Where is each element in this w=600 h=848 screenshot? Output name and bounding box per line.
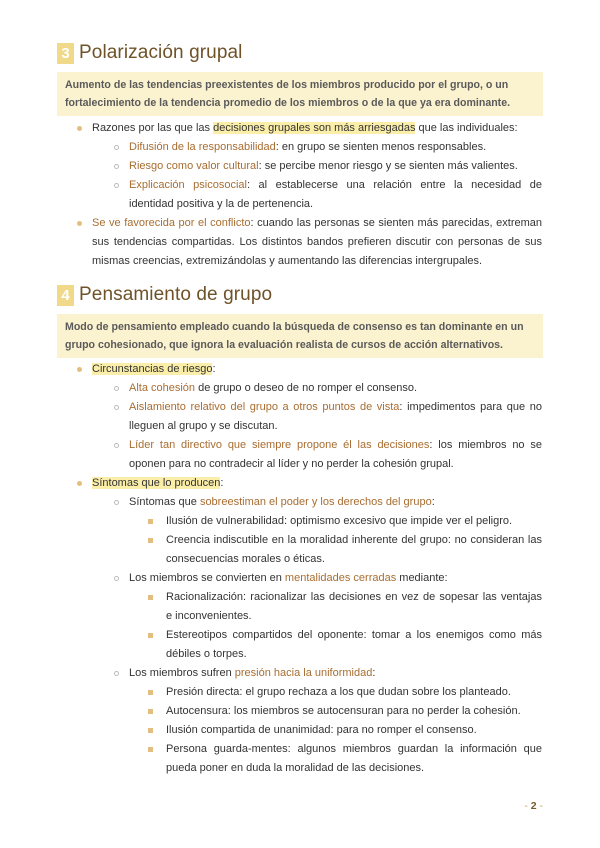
list-item: Ilusión de vulnerabilidad: optimismo excesivo que impide ver el peligro. (166, 515, 513, 527)
section-title: Pensamiento de grupo (79, 284, 273, 305)
list-item-continuation: pueda poner en duda la moralidad de las decisiones. (166, 762, 425, 774)
list-item: Síntomas que sobreestiman el poder y los derechos del grupo: (129, 496, 435, 508)
list-item: Racionalización: racionalizar las decisiones en vez de sopesar las ventajas (166, 591, 542, 603)
list-item-continuation: identidad positiva y la de pertenencia. (129, 198, 314, 210)
circle-bullet-icon (114, 164, 119, 169)
list-item: Estereotipos compartidos del oponente: tomar a los enemigos como más (166, 629, 542, 641)
definition-box: Modo de pensamiento empleado cuando la búsqueda de consenso es tan dominante en un grupo cohesionado, que ignora la evaluación realista de cursos de acción alternativos. (57, 314, 543, 358)
list-item: Riesgo como valor cultural: se percibe menor riesgo y se sienten más valientes. (129, 160, 518, 172)
list-item: Presión directa: el grupo rechaza a los que dudan sobre los planteado. (166, 686, 511, 698)
list-item: Líder tan directivo que siempre propone él las decisiones: los miembros no se (129, 439, 543, 451)
bullet-icon (77, 367, 82, 372)
list-item-continuation: sus tendencias compartidas. Los distintos bandos prefieren discutir con personas de sus (92, 236, 542, 248)
definition-box: Aumento de las tendencias preexistentes de los miembros producido por el grupo, o un fortalecimiento de la tendencia promedio de los miembros o de la que ya era dominante. (57, 72, 543, 116)
square-bullet-icon (148, 595, 153, 600)
list-item: Aislamiento relativo del grupo a otros puntos de vista: impedimentos para que no (129, 401, 542, 413)
circle-bullet-icon (114, 671, 119, 676)
square-bullet-icon (148, 728, 153, 733)
square-bullet-icon (148, 519, 153, 524)
list-item: Razones por las que las decisiones grupales son más arriesgadas que las individuales: (92, 122, 518, 134)
circle-bullet-icon (114, 405, 119, 410)
list-item: Persona guarda-mentes: algunos miembros guardan la información que (166, 743, 542, 755)
circle-bullet-icon (114, 386, 119, 391)
list-item-continuation: mismas creencias, extremizándolas y aumentando las diferencias intergrupales. (92, 255, 483, 267)
list-item: Ilusión compartida de unanimidad: para no romper el consenso. (166, 724, 477, 736)
list-item: Se ve favorecida por el conflicto: cuando las personas se sienten más parecidas, extreman (92, 217, 542, 229)
bullet-icon (77, 481, 82, 486)
square-bullet-icon (148, 690, 153, 695)
circle-bullet-icon (114, 500, 119, 505)
list-item-continuation: débiles o torpes. (166, 648, 247, 660)
section-number: 4 (57, 285, 74, 306)
list-item-continuation: oponen para no contradecir al líder y no perder la cohesión grupal. (129, 458, 454, 470)
list-item: Autocensura: los miembros se autocensuran para no perder la cohesión. (166, 705, 521, 717)
section-3-heading (57, 42, 243, 64)
square-bullet-icon (148, 538, 153, 543)
list-item: Difusión de la responsabilidad: en grupo se sienten menos responsables. (129, 141, 487, 153)
list-item-continuation: lleguen al grupo y se discutan. (129, 420, 278, 432)
section-number: 3 (57, 43, 74, 64)
square-bullet-icon (148, 747, 153, 752)
list-item: Circunstancias de riesgo: (92, 363, 216, 375)
square-bullet-icon (148, 709, 153, 714)
circle-bullet-icon (114, 145, 119, 150)
list-item: Alta cohesión de grupo o deseo de no romper el consenso. (129, 382, 418, 394)
list-item: Los miembros sufren presión hacia la uniformidad: (129, 667, 376, 679)
bullet-icon (77, 126, 82, 131)
list-item: Los miembros se convierten en mentalidades cerradas mediante: (129, 572, 448, 584)
section-title: Polarización grupal (79, 42, 243, 63)
square-bullet-icon (148, 633, 153, 638)
list-item: Síntomas que lo producen: (92, 477, 224, 489)
list-item-continuation: consecuencias morales o éticas. (166, 553, 325, 565)
circle-bullet-icon (114, 576, 119, 581)
bullet-icon (77, 221, 82, 226)
list-item: Creencia indiscutible en la moralidad inherente del grupo: no consideran las (166, 534, 542, 546)
circle-bullet-icon (114, 183, 119, 188)
circle-bullet-icon (114, 443, 119, 448)
page-number: - 2 - (524, 800, 543, 812)
list-item: Explicación psicosocial: al establecerse una relación entre la necesidad de (129, 179, 542, 191)
section-4-heading (57, 284, 272, 306)
list-item-continuation: e inconvenientes. (166, 610, 252, 622)
